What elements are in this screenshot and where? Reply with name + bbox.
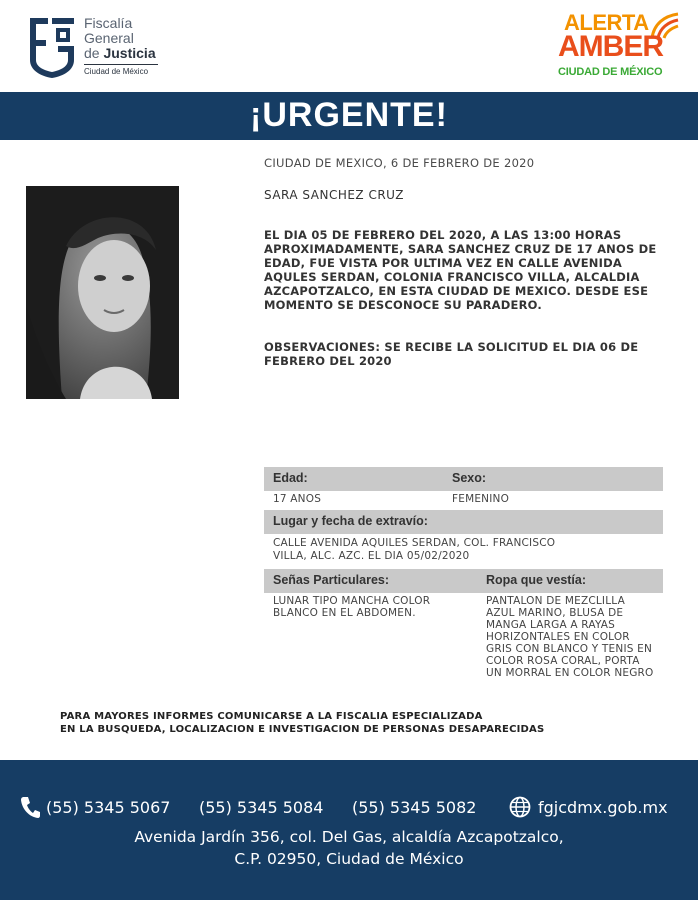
clothes-line-1: PANTALON DE MEZCLILLA bbox=[486, 595, 625, 607]
clothes-line-3: MANGA LARGA A RAYAS bbox=[486, 619, 615, 631]
phone-number-1[interactable]: (55) 5345 5067 bbox=[46, 798, 171, 817]
age-sex-header bbox=[264, 467, 663, 491]
fgj-line2: General bbox=[84, 30, 134, 46]
contact-note bbox=[60, 710, 620, 736]
clothes-line-7: UN MORRAL EN COLOR NEGRO bbox=[486, 667, 654, 679]
fgj-logo-icon bbox=[26, 14, 78, 78]
sex-value: FEMENINO bbox=[452, 493, 510, 505]
banner-title: ¡URGENTE! bbox=[250, 96, 448, 134]
address-line1: Avenida Jardín 356, col. Del Gas, alcaldía Azcapotzalco, bbox=[134, 828, 564, 846]
place-value-2: VILLA, ALC. AZC. EL DIA 05/02/2020 bbox=[273, 550, 470, 562]
fgj-line1: Fiscalía bbox=[84, 15, 133, 31]
contact-note-line1: PARA MAYORES INFORMES COMUNICARSE A LA FISCALIA ESPECIALIZADA bbox=[60, 711, 483, 722]
phone-icon bbox=[20, 795, 40, 819]
fgj-line3 bbox=[84, 46, 184, 61]
photo-image bbox=[26, 186, 179, 399]
fgj-line3-a: de bbox=[84, 45, 104, 61]
amber-line3: CIUDAD DE MÉXICO bbox=[558, 66, 663, 78]
address-line2: C.P. 02950, Ciudad de México bbox=[234, 850, 464, 868]
marks-value-1: LUNAR TIPO MANCHA COLOR bbox=[273, 595, 431, 607]
observations: OBSERVACIONES: SE RECIBE LA SOLICITUD EL DIA 06 DE FEBRERO DEL 2020 bbox=[264, 340, 639, 368]
phone-number-2[interactable]: (55) 5345 5084 bbox=[199, 798, 324, 817]
sex-label: Sexo: bbox=[452, 471, 487, 485]
description: EL DIA 05 DE FEBRERO DEL 2020, A LAS 13:00 HORAS APROXIMADAMENTE, SARA SANCHEZ CRUZ DE 17 ANOS DE EDAD, FUE VISTA POR ULTIMA VEZ EN CALLE AVENIDA AQULES SERDAN, COLONIA FRANCISCO VILLA, ALCALDIA AZCAPOTZALCO, EN ESTA CIUDAD DE MEXICO. DESDE ESE MOMENTO SE DESCONOCE SU PARADERO. bbox=[264, 228, 657, 312]
age-label: Edad: bbox=[273, 471, 308, 485]
marks-value-2: BLANCO EN EL ABDOMEN. bbox=[273, 607, 416, 619]
amber-line2: AMBER bbox=[558, 30, 663, 63]
clothes-label: Ropa que vestía: bbox=[486, 573, 587, 587]
phone-number-3[interactable]: (55) 5345 5082 bbox=[352, 798, 477, 817]
person-name: SARA SANCHEZ CRUZ bbox=[264, 188, 404, 202]
dateline: CIUDAD DE MEXICO, 6 DE FEBRERO DE 2020 bbox=[264, 156, 535, 170]
contact-note-line2: EN LA BUSQUEDA, LOCALIZACION E INVESTIGACION DE PERSONAS DESAPARECIDAS bbox=[60, 724, 545, 735]
footer bbox=[0, 760, 698, 900]
globe-icon bbox=[509, 796, 531, 818]
website-link[interactable]: fgjcdmx.gob.mx bbox=[538, 798, 668, 817]
alerta-amber-logo bbox=[556, 10, 680, 82]
clothes-line-2: AZUL MARINO, BLUSA DE bbox=[486, 607, 624, 619]
place-header bbox=[264, 510, 663, 534]
age-value: 17 ANOS bbox=[273, 493, 322, 505]
marks-label: Señas Particulares: bbox=[273, 573, 390, 587]
clothes-line-5: GRIS CON BLANCO Y TENIS EN bbox=[486, 643, 653, 655]
urgent-banner bbox=[0, 92, 698, 140]
missing-person-photo bbox=[26, 186, 179, 399]
fgj-subtitle: Ciudad de México bbox=[84, 64, 158, 76]
marks-clothes-header bbox=[264, 569, 663, 593]
clothes-line-6: COLOR ROSA CORAL, PORTA bbox=[486, 655, 640, 667]
fgj-line3-b: Justicia bbox=[103, 45, 156, 61]
place-label: Lugar y fecha de extravío: bbox=[273, 514, 428, 528]
fgj-wordmark bbox=[84, 16, 184, 76]
clothes-line-4: HORIZONTALES EN COLOR bbox=[486, 631, 630, 643]
place-value-1: CALLE AVENIDA AQUILES SERDAN, COL. FRANCISCO bbox=[273, 537, 556, 549]
header bbox=[0, 0, 698, 92]
amber-line1: ALERTA bbox=[564, 10, 649, 35]
